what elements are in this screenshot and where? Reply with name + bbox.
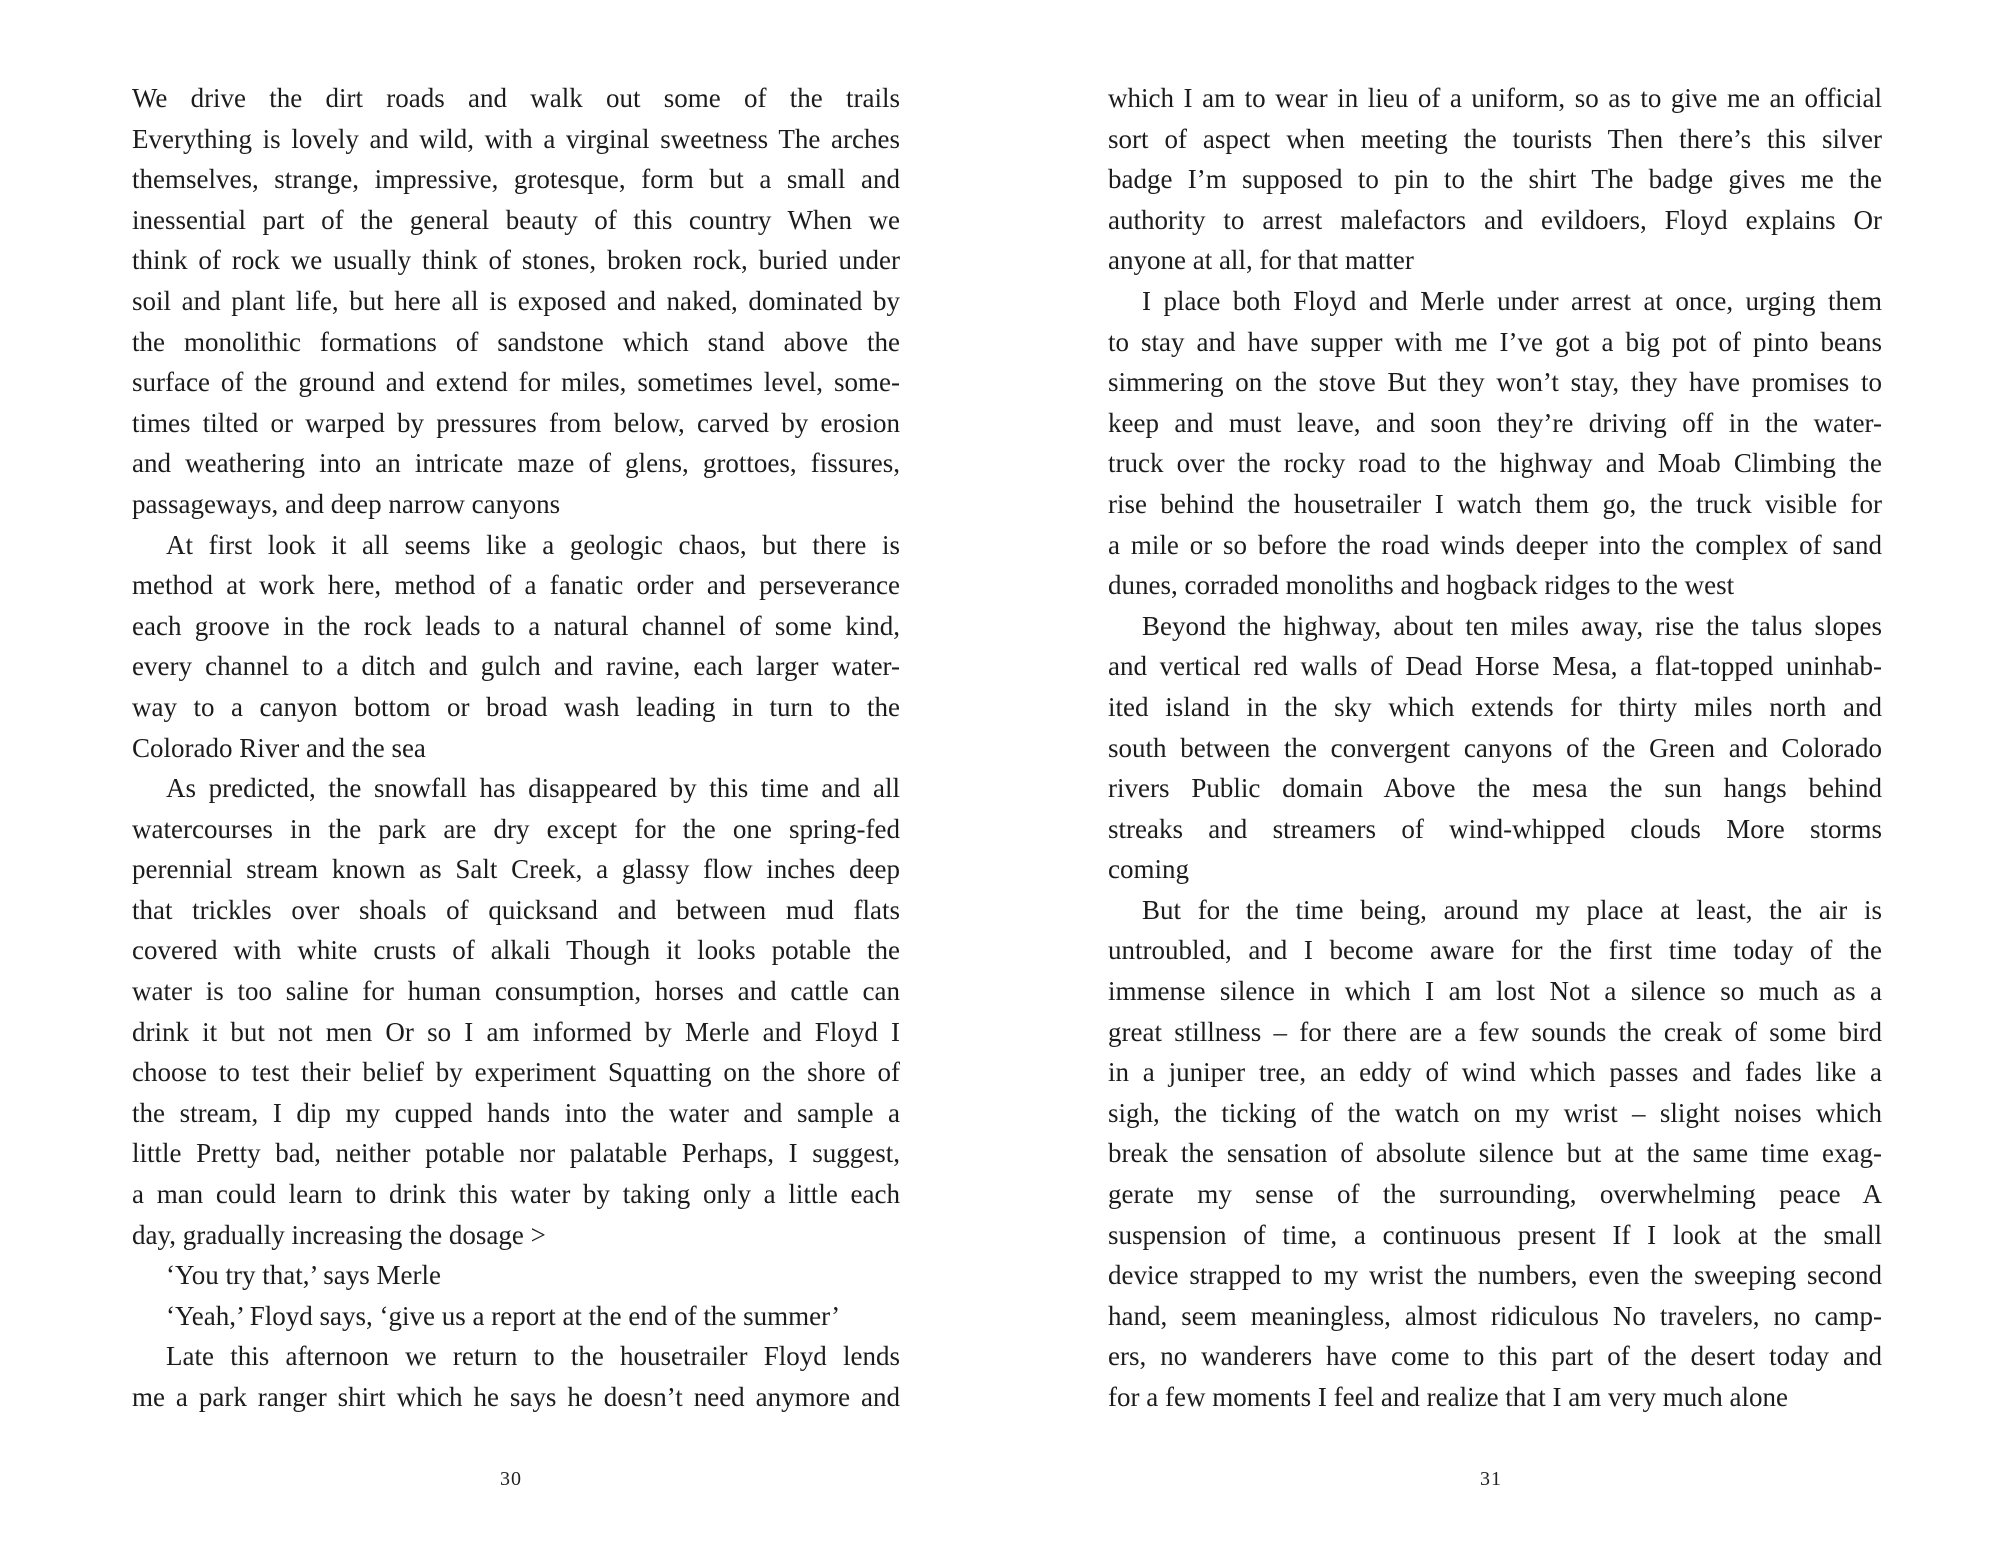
- text-line: a mile or so before the road winds deeper into the complex of sand: [1108, 529, 1882, 560]
- text-line: ‘Yeah,’ Floyd says, ‘give us a report at the end of the summer’: [166, 1300, 841, 1331]
- page-number: 30: [500, 1468, 522, 1490]
- text-line: badge I’m supposed to pin to the shirt The badge gives me the: [1108, 164, 1882, 195]
- text-line: At first look it all seems like a geologic chaos, but there is: [166, 529, 900, 560]
- text-line: coming: [1108, 854, 1189, 885]
- page-number: 31: [1480, 1468, 1502, 1490]
- text-line: times tilted or warped by pressures from below, carved by erosion: [132, 407, 900, 438]
- text-line: rise behind the housetrailer I watch them go, the truck visible for: [1108, 488, 1882, 519]
- text-line: sigh, the ticking of the watch on my wrist – slight noises which: [1108, 1097, 1882, 1128]
- text-line: truck over the rocky road to the highway and Moab Climbing the: [1108, 448, 1882, 479]
- text-line: Beyond the highway, about ten miles away, rise the talus slopes: [1142, 610, 1882, 641]
- text-line: We drive the dirt roads and walk out some of the trails: [132, 83, 900, 113]
- text-line: I place both Floyd and Merle under arrest at once, urging them: [1142, 285, 1882, 316]
- text-line: authority to arrest malefactors and evildoers, Floyd explains Or: [1108, 204, 1882, 235]
- text-line: themselves, strange, impressive, grotesque, form but a small and: [132, 164, 900, 195]
- text-line: drink it but not men Or so I am informed by Merle and Floyd I: [132, 1016, 900, 1047]
- text-line: south between the convergent canyons of the Green and Colorado: [1108, 732, 1882, 763]
- text-line: simmering on the stove But they won’t stay, they have promises to: [1108, 367, 1882, 398]
- text-line: anyone at all, for that matter: [1108, 245, 1414, 276]
- text-line: a man could learn to drink this water by taking only a little each: [132, 1179, 900, 1210]
- text-line: As predicted, the snowfall has disappeared by this time and all: [166, 773, 900, 804]
- text-line: which I am to wear in lieu of a uniform, so as to give me an official: [1108, 83, 1882, 113]
- text-line: for a few moments I feel and realize that I am very much alone: [1108, 1382, 1788, 1412]
- right-page: [1000, 0, 2000, 1552]
- text-line: method at work here, method of a fanatic order and perseverance: [132, 570, 900, 601]
- text-line: water is too saline for human consumption, horses and cattle can: [132, 976, 900, 1007]
- text-line: the stream, I dip my cupped hands into the water and sample a: [132, 1097, 900, 1128]
- text-line: great stillness – for there are a few sounds the creak of some bird: [1108, 1016, 1882, 1047]
- text-line: perennial stream known as Salt Creek, a glassy flow inches deep: [132, 854, 900, 885]
- text-line: the monolithic formations of sandstone which stand above the: [132, 326, 900, 357]
- text-line: ‘You try that,’ says Merle: [166, 1260, 441, 1291]
- text-line: streaks and streamers of wind-whipped clouds More storms: [1108, 813, 1882, 844]
- text-line: sort of aspect when meeting the tourists Then there’s this silver: [1108, 123, 1882, 154]
- text-line: rivers Public domain Above the mesa the sun hangs behind: [1108, 773, 1882, 804]
- text-line: that trickles over shoals of quicksand and between mud flats: [132, 894, 900, 925]
- text-line: way to a canyon bottom or broad wash leading in turn to the: [132, 691, 900, 722]
- text-line: But for the time being, around my place at least, the air is: [1142, 894, 1882, 925]
- text-line: each groove in the rock leads to a natural channel of some kind,: [132, 610, 900, 641]
- text-line: Colorado River and the sea: [132, 732, 426, 763]
- text-line: ited island in the sky which extends for thirty miles north and: [1108, 691, 1882, 722]
- text-line: surface of the ground and extend for miles, sometimes level, some-: [132, 367, 900, 398]
- text-line: Late this afternoon we return to the housetrailer Floyd lends: [166, 1341, 900, 1372]
- text-line: gerate my sense of the surrounding, overwhelming peace A: [1108, 1179, 1882, 1210]
- text-line: passageways, and deep narrow canyons: [132, 488, 561, 519]
- text-line: ers, no wanderers have come to this part of the desert today and: [1108, 1341, 1882, 1372]
- text-line: dunes, corraded monoliths and hogback ridges to the west: [1108, 570, 1735, 601]
- text-line: every channel to a ditch and gulch and ravine, each larger water-: [132, 651, 900, 682]
- text-line: in a juniper tree, an eddy of wind which passes and fades like a: [1108, 1057, 1882, 1088]
- text-line: suspension of time, a continuous present If I look at the small: [1108, 1219, 1882, 1250]
- text-line: watercourses in the park are dry except for the one spring-fed: [132, 813, 900, 844]
- left-page-text: [132, 78, 900, 1418]
- text-line: to stay and have supper with me I’ve got a big pot of pinto beans: [1108, 326, 1882, 357]
- text-line: Everything is lovely and wild, with a virginal sweetness The arches: [132, 123, 900, 154]
- text-line: keep and must leave, and soon they’re driving off in the water-: [1108, 407, 1882, 438]
- text-line: day, gradually increasing the dosage ˃: [132, 1219, 546, 1250]
- text-line: covered with white crusts of alkali Though it looks potable the: [132, 935, 900, 966]
- text-line: think of rock we usually think of stones, broken rock, buried under: [132, 245, 900, 276]
- text-line: inessential part of the general beauty of this country When we: [132, 204, 900, 235]
- text-line: and weathering into an intricate maze of glens, grottoes, fissures,: [132, 448, 900, 479]
- text-line: break the sensation of absolute silence but at the same time exag-: [1108, 1138, 1882, 1169]
- text-line: device strapped to my wrist the numbers, even the sweeping second: [1108, 1260, 1882, 1291]
- right-page-text: [1108, 78, 1882, 1418]
- text-line: immense silence in which I am lost Not a silence so much as a: [1108, 976, 1882, 1007]
- text-line: hand, seem meaningless, almost ridiculous No travelers, no camp-: [1108, 1300, 1882, 1331]
- text-line: untroubled, and I become aware for the first time today of the: [1108, 935, 1882, 966]
- text-line: choose to test their belief by experiment Squatting on the shore of: [132, 1057, 900, 1088]
- text-line: soil and plant life, but here all is exposed and naked, dominated by: [132, 285, 900, 316]
- text-line: me a park ranger shirt which he says he doesn’t need anymore and: [132, 1382, 900, 1412]
- text-line: little Pretty bad, neither potable nor palatable Perhaps, I suggest,: [132, 1138, 900, 1169]
- text-line: and vertical red walls of Dead Horse Mesa, a flat-topped uninhab-: [1108, 651, 1882, 682]
